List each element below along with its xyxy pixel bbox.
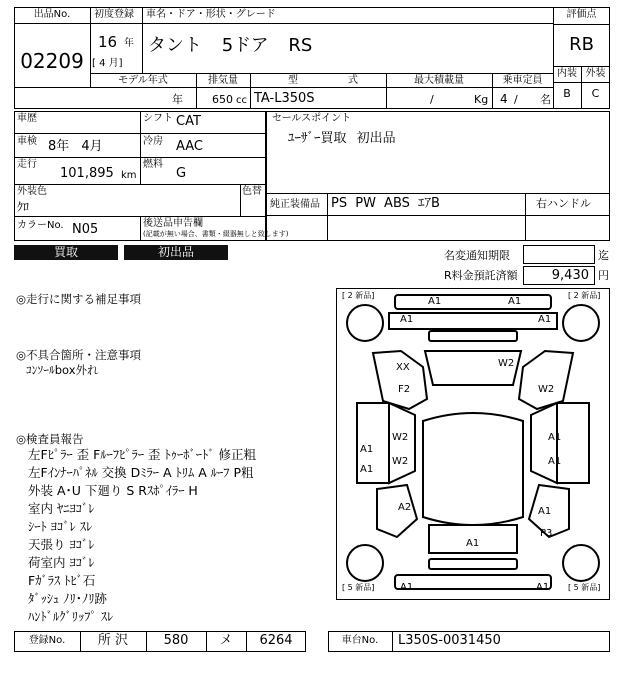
report-line: 室内 ﾔﾆﾖｺﾞﾚ bbox=[28, 501, 95, 516]
genuine-label: 純正装備品 bbox=[270, 199, 320, 210]
capacity-sep: / bbox=[514, 93, 518, 106]
report-line: Fｶﾞﾗｽ ﾄﾋﾞ石 bbox=[28, 573, 96, 588]
inspection-value: 8年 4月 bbox=[48, 139, 103, 154]
model-year-unit: 年 bbox=[172, 93, 183, 106]
color-change-label: 色替 bbox=[242, 186, 262, 197]
mark-front-glass: W2 bbox=[498, 358, 515, 369]
running-heading: ◎走行に関する補足事項 bbox=[16, 292, 142, 306]
aftermarket-note: (記載が無い場合、書類・綴器無しと致します) bbox=[143, 230, 289, 238]
history-label: 車歴 bbox=[17, 113, 37, 124]
aircon-value: AAC bbox=[176, 139, 203, 154]
ext-color-label: 外装色 bbox=[17, 186, 47, 197]
mark-rear-bumper-left: A1 bbox=[400, 582, 414, 593]
tag-first-listing: 初出品 bbox=[124, 245, 228, 260]
mileage-unit: km bbox=[121, 170, 137, 181]
tire-tag-rear-left: [ 5 新品] bbox=[342, 583, 375, 592]
displacement: 650 bbox=[212, 93, 233, 106]
car-name: タント 5ドア RS bbox=[148, 35, 313, 56]
capacity-label: 乗車定員 bbox=[502, 75, 543, 86]
reg-year: 16 bbox=[98, 33, 118, 51]
rating-value: RB bbox=[569, 34, 594, 55]
mileage-value: 101,895 bbox=[60, 166, 114, 181]
mark-rear-gate: A1 bbox=[466, 538, 480, 549]
recycle-label: R料金預託済額 bbox=[444, 269, 518, 282]
mark-hood-right: A1 bbox=[538, 314, 552, 325]
mark-left-fender-top: XX bbox=[396, 362, 410, 373]
mark-rear-bumper-right: A1 bbox=[536, 582, 550, 593]
defects-heading: ◎不具合箇所・注意事項 bbox=[16, 348, 142, 362]
tire-tag-rear-right: [ 5 新品] bbox=[568, 583, 601, 592]
displacement-label: 排気量 bbox=[208, 75, 238, 86]
max-load-sep: / bbox=[430, 93, 434, 106]
sales-point-value: ﾕｰｻﾞｰ買取 初出品 bbox=[288, 131, 396, 146]
mark-right-quarter-top: A1 bbox=[538, 506, 552, 517]
report-line: 天張り ﾖｺﾞﾚ bbox=[28, 537, 95, 552]
mark-hood-left: A1 bbox=[400, 314, 414, 325]
report-line: 外装 A･U 下廻り S Rｽﾎﾟｲﾗｰ H bbox=[28, 483, 198, 498]
recycle-unit: 円 bbox=[598, 269, 609, 282]
tire-tag-front-left: [ 2 新品] bbox=[342, 291, 375, 300]
report-line: 左Fｲﾝﾅｰﾊﾟﾈﾙ 交換 Dﾐﾗｰ A ﾄﾘﾑ A ﾙｰﾌ P粗 bbox=[28, 465, 254, 480]
plate-class: 580 bbox=[163, 633, 189, 648]
mark-left-window-front: W2 bbox=[392, 432, 409, 443]
lot-no: 02209 bbox=[20, 49, 84, 73]
plate-label: 登録No. bbox=[28, 635, 66, 646]
reg-month: [ 4 月] bbox=[92, 58, 123, 69]
capacity-unit: 名 bbox=[540, 93, 551, 106]
aftermarket-label: 後送品申告欄 bbox=[143, 218, 203, 229]
car-diagram bbox=[336, 288, 610, 600]
exterior-label: 外装 bbox=[585, 68, 606, 79]
inspection-label: 車検 bbox=[17, 136, 37, 147]
type-label-2: 式 bbox=[348, 75, 358, 86]
mark-left-quarter: A2 bbox=[398, 502, 412, 513]
model-type: TA-L350S bbox=[254, 91, 315, 106]
aircon-label: 冷房 bbox=[143, 136, 163, 147]
shift-value: CAT bbox=[176, 114, 201, 129]
defect-text: ｺﾝｿｰﾙbox外れ bbox=[26, 363, 99, 377]
steering-value: 右ハンドル bbox=[536, 197, 591, 210]
interior-label: 内装 bbox=[557, 68, 577, 79]
mark-right-quarter: P3 bbox=[540, 528, 553, 539]
car-name-label: 車名・ドア・形状・グレード bbox=[146, 9, 276, 20]
fuel-label: 燃料 bbox=[143, 159, 163, 170]
mark-right-door-front: A1 bbox=[548, 432, 562, 443]
report-line: ｼｰﾄ ﾖｺﾞﾚ ｽﾚ bbox=[28, 519, 93, 534]
mileage-label: 走行 bbox=[17, 159, 37, 170]
model-year-label: モデル年式 bbox=[118, 75, 168, 86]
rating-label: 評価点 bbox=[566, 9, 597, 20]
max-load-label: 最大積載量 bbox=[414, 75, 464, 86]
mark-left-fender: F2 bbox=[398, 384, 411, 395]
car-outline bbox=[337, 289, 609, 599]
report-line: 左Fﾋﾟﾗｰ 歪 Fﾙｰﾌﾋﾟﾗｰ 歪 ﾄｩｰﾎﾞｰﾄﾞ 修正粗 bbox=[28, 447, 256, 462]
color-no-label: カラーNo. bbox=[17, 220, 64, 231]
reg-year-unit: 年 bbox=[124, 38, 134, 49]
mark-right-fender: W2 bbox=[538, 384, 555, 395]
type-label: 型 bbox=[288, 75, 298, 86]
report-line: ﾊﾝﾄﾞﾙｸﾞﾘｯﾌﾟ ｽﾚ bbox=[28, 609, 114, 624]
mark-front-bumper-left: A1 bbox=[428, 296, 442, 307]
interior-grade: B bbox=[563, 87, 571, 100]
recycle-fee: 9,430 bbox=[551, 268, 589, 283]
mark-front-bumper-right: A1 bbox=[508, 296, 522, 307]
fuel-value: G bbox=[176, 166, 187, 181]
report-line: ﾀﾞｯｼｭ ﾉﾘ･ﾉﾘ跡 bbox=[28, 591, 107, 606]
report-line: 荷室内 ﾖｺﾞﾚ bbox=[28, 555, 95, 570]
exterior-grade: C bbox=[591, 87, 600, 100]
plate-area: 所 沢 bbox=[97, 633, 129, 648]
plate-kana: メ bbox=[219, 633, 233, 648]
mark-left-door-rear: A1 bbox=[360, 464, 374, 475]
tire-tag-front-right: [ 2 新品] bbox=[568, 291, 601, 300]
chassis-no: L350S-0031450 bbox=[398, 633, 501, 648]
color-no-value: N05 bbox=[72, 222, 99, 237]
lot-no-label: 出品No. bbox=[33, 9, 71, 20]
name-change-unit: 迄 bbox=[598, 249, 609, 262]
plate-number: 6264 bbox=[259, 633, 293, 648]
name-change-label: 名変通知期限 bbox=[444, 249, 510, 262]
capacity: 4 bbox=[500, 92, 508, 106]
mark-right-door-rear: A1 bbox=[548, 456, 562, 467]
shift-label: シフト bbox=[143, 113, 173, 124]
displacement-unit: cc bbox=[236, 95, 247, 106]
sales-point-label: セールスポイント bbox=[272, 113, 352, 124]
mark-left-door-front: A1 bbox=[360, 444, 374, 455]
equipment-value: PS PW ABS ｴｱB bbox=[331, 196, 440, 211]
first-reg-label: 初度登録 bbox=[94, 9, 134, 20]
chassis-label: 車台No. bbox=[341, 635, 379, 646]
tag-buyback: 買取 bbox=[14, 245, 118, 260]
max-load-unit: Kg bbox=[474, 93, 489, 106]
inspector-heading: ◎検査員報告 bbox=[16, 432, 84, 446]
mark-left-window-rear: W2 bbox=[392, 456, 409, 467]
ext-color-value: ｸﾛ bbox=[17, 200, 30, 214]
